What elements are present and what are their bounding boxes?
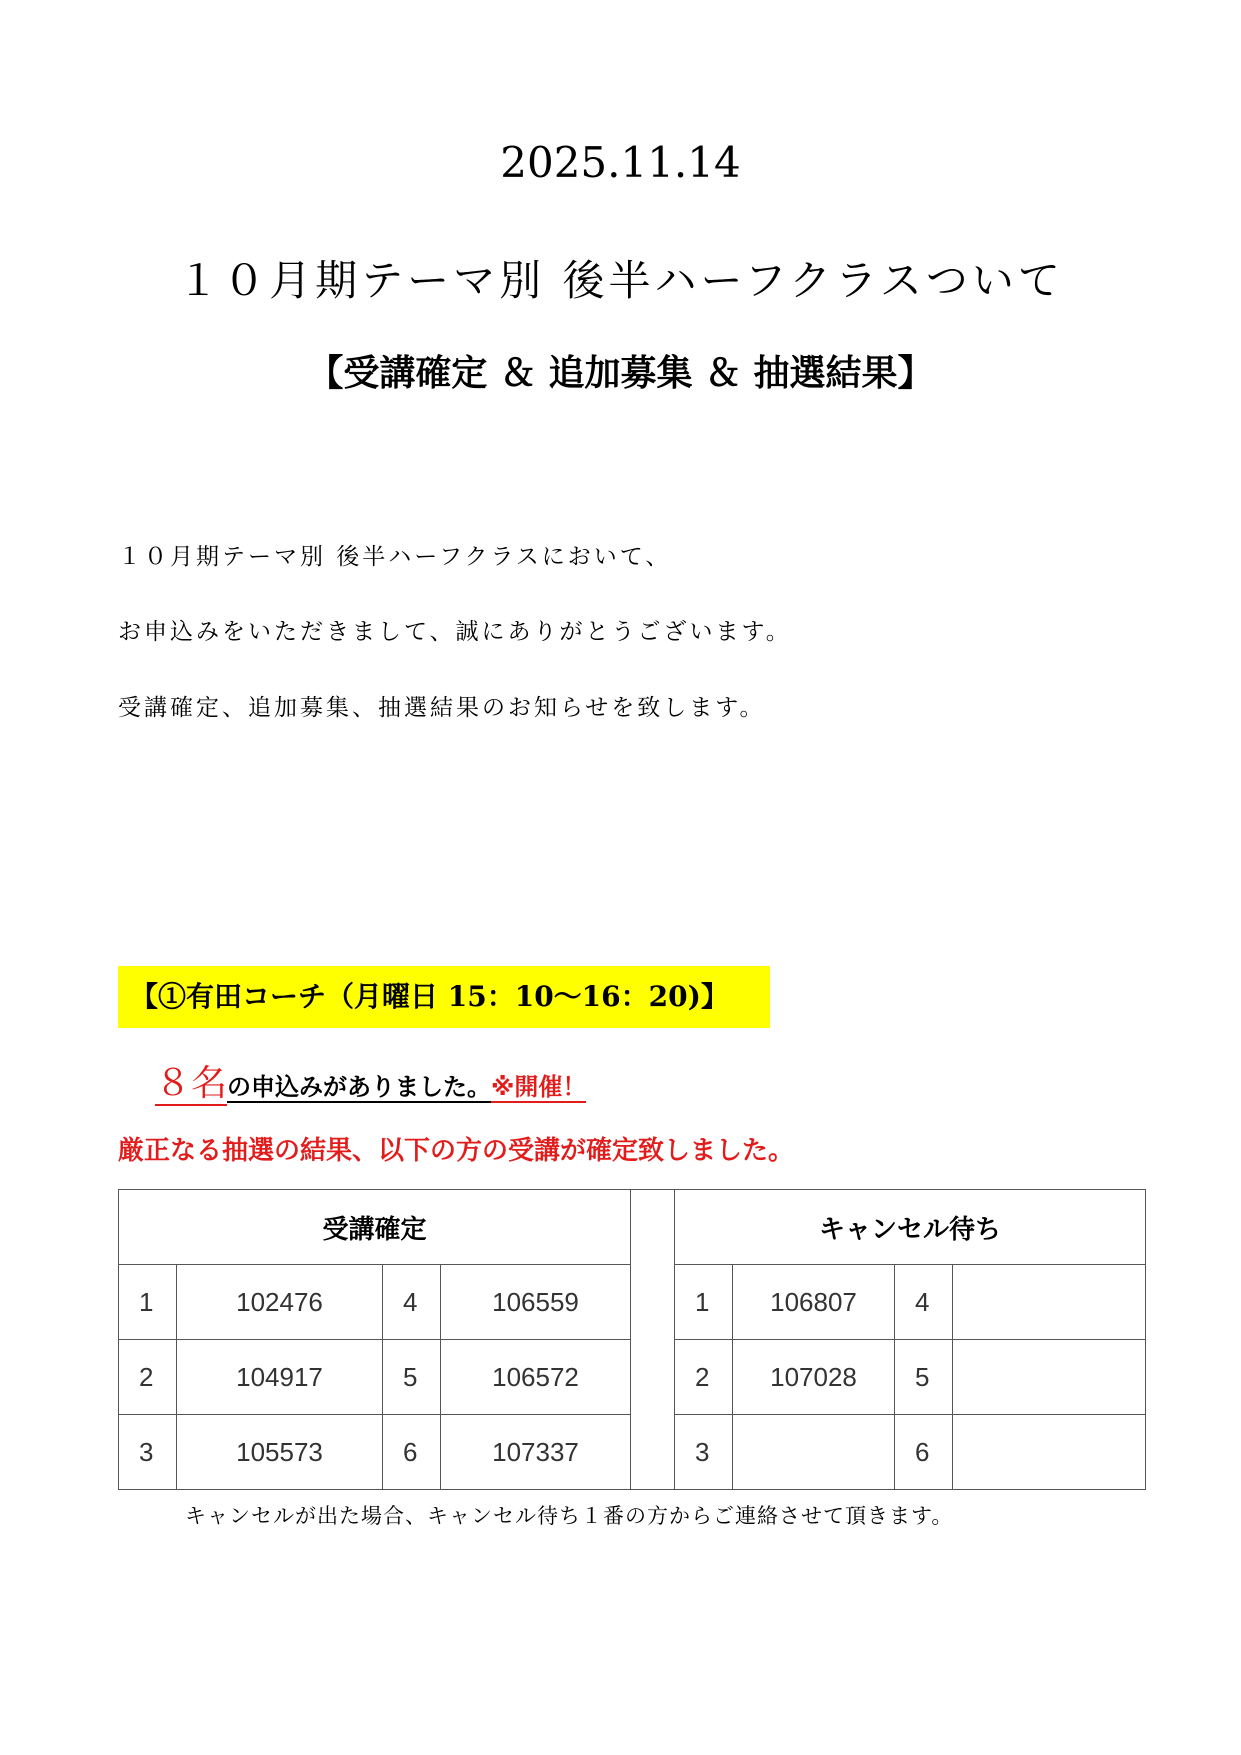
confirmed-id: 106559 — [441, 1265, 631, 1340]
waitlist-id — [953, 1265, 1146, 1340]
footer-note: キャンセルが出た場合、キャンセル待ち１番の方からご連絡させて頂きます。 — [185, 1504, 954, 1528]
waitlist-id: 106807 — [733, 1265, 895, 1340]
waitlist-number: 5 — [895, 1340, 953, 1415]
document-date: 2025.11.14 — [500, 138, 741, 187]
column-separator — [631, 1190, 675, 1490]
waitlist-number: 4 — [895, 1265, 953, 1340]
intro-line-2: お申込みをいただきまして、誠にありがとうございます。 — [118, 619, 792, 645]
waitlist-id — [733, 1415, 895, 1490]
applicant-text: の申込みがありました。 — [227, 1073, 492, 1101]
confirmed-number: 1 — [119, 1265, 177, 1340]
waitlist-number: 1 — [675, 1265, 733, 1340]
confirmed-number: 4 — [383, 1265, 441, 1340]
waitlist-id — [953, 1340, 1146, 1415]
confirmed-id: 102476 — [177, 1265, 383, 1340]
roster-table — [118, 1189, 1146, 1490]
confirmed-number: 5 — [383, 1340, 441, 1415]
confirmed-id: 106572 — [441, 1340, 631, 1415]
confirmed-id: 104917 — [177, 1340, 383, 1415]
confirmed-number: 3 — [119, 1415, 177, 1490]
intro-line-1: １０月期テーマ別 後半ハーフクラスにおいて、 — [118, 544, 672, 570]
waitlist-number: 3 — [675, 1415, 733, 1490]
waitlist-header: キャンセル待ち — [675, 1190, 1146, 1265]
result-note: 厳正なる抽選の結果、以下の方の受講が確定致しました。 — [118, 1136, 795, 1166]
document-title: １０月期テーマ別 後半ハーフクラスついて — [177, 256, 1064, 305]
document-subtitle: 【受講確定 ＆ 追加募集 ＆ 抽選結果】 — [307, 353, 934, 394]
confirmed-number: 2 — [119, 1340, 177, 1415]
waitlist-id — [953, 1415, 1146, 1490]
applicant-count: ８名 — [155, 1063, 228, 1104]
status-badge: ※開催！ — [491, 1073, 587, 1101]
confirmed-id: 107337 — [441, 1415, 631, 1490]
intro-line-3: 受講確定、追加募集、抽選結果のお知らせを致します。 — [118, 695, 766, 721]
confirmed-header: 受講確定 — [119, 1190, 631, 1265]
table-header-row — [119, 1190, 1146, 1265]
waitlist-number: 6 — [895, 1415, 953, 1490]
waitlist-id: 107028 — [733, 1340, 895, 1415]
coach-heading: 【①有田コーチ（月曜日 15：10〜16：20)】 — [118, 966, 770, 1028]
confirmed-id: 105573 — [177, 1415, 383, 1490]
confirmed-number: 6 — [383, 1415, 441, 1490]
waitlist-number: 2 — [675, 1340, 733, 1415]
applicant-summary — [155, 1055, 586, 1106]
